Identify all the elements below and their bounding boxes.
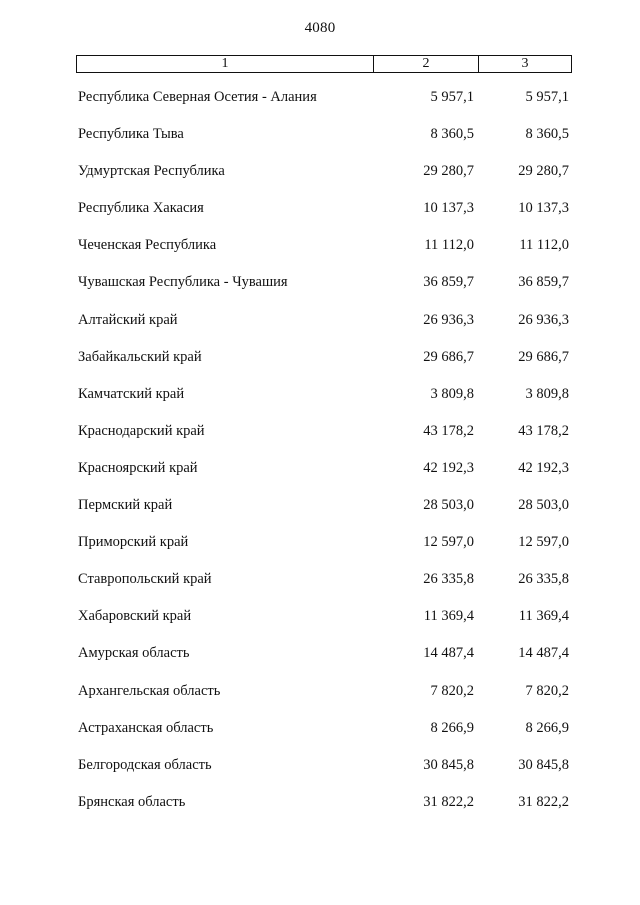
region-name: Хабаровский край — [78, 608, 192, 625]
value-col-3: 28 503,0 — [518, 497, 569, 514]
region-name: Чувашская Республика - Чувашия — [78, 274, 288, 291]
value-col-3: 26 335,8 — [518, 571, 569, 588]
value-col-3: 7 820,2 — [525, 682, 569, 699]
value-col-3: 30 845,8 — [518, 756, 569, 773]
table-row — [0, 423, 640, 460]
column-header-row — [76, 55, 572, 73]
value-col-2: 29 280,7 — [423, 163, 474, 180]
region-name: Пермский край — [78, 497, 173, 514]
value-col-2: 10 137,3 — [423, 200, 474, 217]
value-col-3: 26 936,3 — [518, 311, 569, 328]
value-col-2: 31 822,2 — [423, 793, 474, 810]
table-row — [0, 571, 640, 608]
value-col-3: 42 192,3 — [518, 459, 569, 476]
table-row — [0, 349, 640, 386]
table-row — [0, 163, 640, 200]
column-header-2: 2 — [374, 56, 479, 72]
table-row — [0, 497, 640, 534]
value-col-3: 12 597,0 — [518, 534, 569, 551]
value-col-2: 14 487,4 — [423, 645, 474, 662]
region-name: Чеченская Республика — [78, 237, 217, 254]
region-name: Красноярский край — [78, 459, 198, 476]
table-row — [0, 645, 640, 682]
value-col-3: 31 822,2 — [518, 793, 569, 810]
value-col-2: 5 957,1 — [430, 89, 474, 105]
value-col-3: 11 369,4 — [518, 608, 569, 625]
region-name: Удмуртская Республика — [78, 163, 225, 180]
table-row — [0, 794, 640, 831]
value-col-2: 26 335,8 — [423, 571, 474, 588]
value-col-2: 29 686,7 — [423, 348, 474, 365]
value-col-2: 36 859,7 — [423, 274, 474, 291]
value-col-2: 3 809,8 — [430, 385, 474, 402]
region-name: Белгородская область — [78, 756, 212, 773]
value-col-2: 12 597,0 — [423, 534, 474, 551]
region-name: Республика Северная Осетия - Алания — [78, 89, 317, 105]
value-col-3: 8 360,5 — [525, 126, 569, 143]
table-row — [0, 312, 640, 349]
table-row — [0, 720, 640, 757]
region-name: Краснодарский край — [78, 422, 205, 439]
table-row — [0, 608, 640, 645]
value-col-2: 8 360,5 — [430, 126, 474, 143]
region-name: Брянская область — [78, 793, 186, 810]
region-name: Камчатский край — [78, 385, 185, 402]
region-name: Архангельская область — [78, 682, 221, 699]
value-col-2: 8 266,9 — [430, 719, 474, 736]
table-row — [0, 386, 640, 423]
region-name: Алтайский край — [78, 311, 178, 328]
value-col-3: 10 137,3 — [518, 200, 569, 217]
table-body — [0, 89, 640, 831]
table-row — [0, 200, 640, 237]
region-name: Приморский край — [78, 534, 189, 551]
value-col-2: 30 845,8 — [423, 756, 474, 773]
table-row — [0, 757, 640, 794]
table-row — [0, 683, 640, 720]
table-row — [0, 534, 640, 571]
value-col-2: 26 936,3 — [423, 311, 474, 328]
value-col-3: 11 112,0 — [519, 237, 569, 254]
value-col-3: 8 266,9 — [525, 719, 569, 736]
value-col-2: 43 178,2 — [423, 422, 474, 439]
value-col-3: 14 487,4 — [518, 645, 569, 662]
value-col-2: 7 820,2 — [430, 682, 474, 699]
value-col-2: 42 192,3 — [423, 459, 474, 476]
value-col-3: 43 178,2 — [518, 422, 569, 439]
value-col-2: 11 369,4 — [423, 608, 474, 625]
value-col-2: 11 112,0 — [424, 237, 474, 254]
region-name: Ставропольский край — [78, 571, 212, 588]
region-name: Забайкальский край — [78, 348, 202, 365]
value-col-3: 36 859,7 — [518, 274, 569, 291]
table-row — [0, 89, 640, 126]
value-col-2: 28 503,0 — [423, 497, 474, 514]
table-row — [0, 460, 640, 497]
region-name: Астраханская область — [78, 719, 214, 736]
region-name: Республика Хакасия — [78, 200, 204, 217]
page-number: 4080 — [304, 20, 336, 36]
region-name: Амурская область — [78, 645, 190, 662]
value-col-3: 29 280,7 — [518, 163, 569, 180]
region-name: Республика Тыва — [78, 126, 184, 143]
value-col-3: 3 809,8 — [525, 385, 569, 402]
table-row — [0, 274, 640, 311]
table-row — [0, 237, 640, 274]
value-col-3: 5 957,1 — [525, 89, 569, 105]
table-row — [0, 126, 640, 163]
column-header-1: 1 — [77, 56, 374, 72]
value-col-3: 29 686,7 — [518, 348, 569, 365]
column-header-3: 3 — [521, 56, 529, 71]
